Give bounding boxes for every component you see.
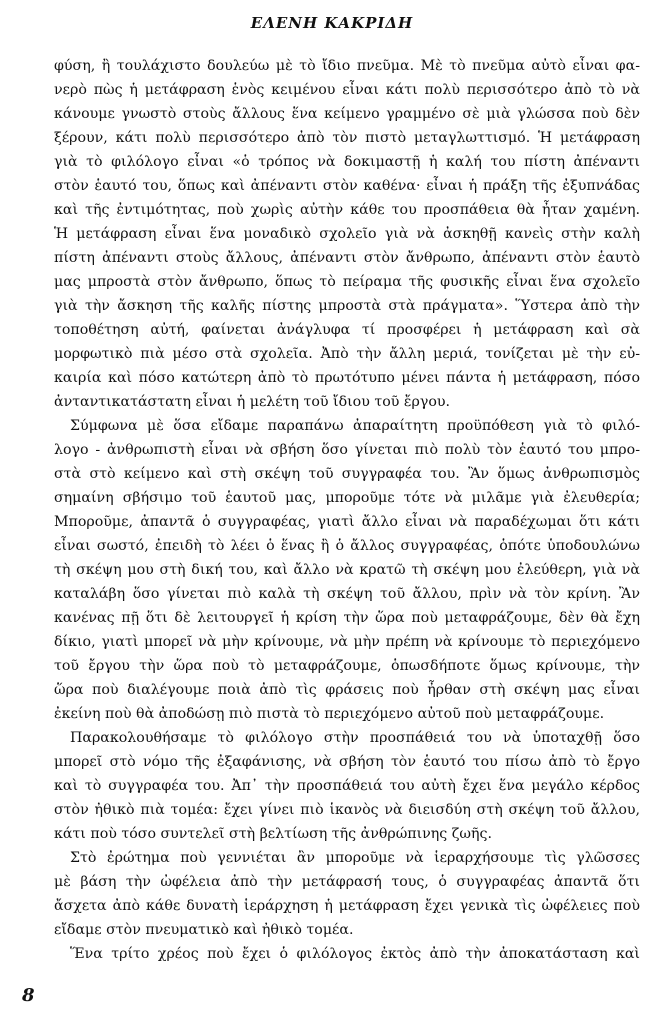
text-line: λογο - ἀνθρωπιστὴ εἶναι νὰ σβήση ὅσο γίνεται πιὸ πολὺ τὸν ἑαυτό του μπρο- — [54, 442, 640, 458]
text-line: μας μπροστὰ στὸν ἄνθρωπο, ὅπως τὸ πείραμα τῆς φυσικῆς εἶναι ἕνα σχολεῖο — [54, 274, 640, 290]
text-line: καὶ τὸ συγγραφέα του. Ἀπ᾽ τὴν προσπάθειά του αὐτὴ ἔχει ἕνα μεγάλο κέρδος — [54, 778, 640, 794]
text-line: Μποροῦμε, ἀπαντᾶ ὁ συγγραφέας, γιατὶ ἄλλο εἶναι νὰ παραδέχωμαι ὅτι κάτι — [54, 514, 640, 530]
text-line: κανένας πῇ ὅτι δὲ λειτουργεῖ ἡ κρίση τὴν ὥρα ποὺ μεταφράζουμε, δὲν θὰ ἔχη — [54, 610, 640, 626]
text-line: καὶ τῆς ἐντιμότητας, ποὺ χωρὶς αὐτὴν κάθε του προσπάθεια θὰ ἦταν χαμένη. — [54, 202, 640, 218]
text-line: Ἕνα τρίτο χρέος ποὺ ἔχει ὁ φιλόλογος ἐκτὸς ἀπὸ τὴν ἀποκατάσταση καὶ — [70, 946, 640, 962]
text-line: γιὰ τὸ φιλόλογο εἶναι «ὁ τρόπος νὰ δοκιμαστῇ ἡ καλή του πίστη ἀπέναντι — [54, 154, 640, 170]
text-line: καταλάβη ὅσο γίνεται πιὸ καλὰ τὴ σκέψη τοῦ ἄλλου, πρὶν νὰ τὸν κρίνη. Ἂν — [54, 586, 640, 602]
text-line: ὥρα ποὺ διαλέγουμε ποιὰ ἀπὸ τὶς φράσεις ποὺ ἦρθαν στὴ σκέψη μας εἶναι — [54, 682, 640, 698]
text-line: Παρακολουθήσαμε τὸ φιλόλογο στὴν προσπάθειά του νὰ ὑποταχθῇ ὅσο — [70, 730, 640, 746]
text-line: εἶναι σωστό, ἐπειδὴ τὸ λέει ὁ ἕνας ἢ ὁ ἄλλος συγγραφέας, ὁπότε ὑποδουλώνω — [54, 538, 640, 554]
text-line: τὴ σκέψη μου στὴ δική του, καὶ ἄλλο νὰ κρατῶ τὴ σκέψη μου ἐλεύθερη, γιὰ νὰ — [54, 562, 640, 578]
text-line: ξέρουν, κάτι πολὺ περισσότερο ἀπὸ τὸν πιστὸ μεταγλωττισμό. Ἡ μετάφραση — [54, 130, 640, 146]
text-line: εἴδαμε στὸν πνευματικὸ καὶ ἠθικὸ τομέα. — [54, 922, 354, 938]
text-line: ἐκείνη ποὺ θὰ ἀποδώσῃ πιὸ πιστὰ τὸ περιεχόμενο αὐτοῦ ποὺ μεταφράζουμε. — [54, 706, 605, 722]
text-line: πίστη ἀπέναντι στοὺς ἄλλους, ἀπέναντι στὸν ἄνθρωπο, ἀπέναντι στὸν ἑαυτὸ — [54, 250, 640, 266]
text-line: δίκιο, γιατὶ μπορεῖ νὰ μὴν κρίνουμε, νὰ μὴν πρέπη νὰ κρίνουμε τὸ περιεχόμενο — [54, 634, 640, 650]
text-line: μορφωτικὸ πιὰ μέσο στὰ σχολεῖα. Ἀπὸ τὴν ἄλλη μεριά, τονίζεται μὲ τὴν εὐ- — [54, 346, 640, 362]
text-line: Στὸ ἐρώτημα ποὺ γεννιέται ἂν μποροῦμε νὰ ἱεραρχήσουμε τὶς γλῶσσες — [70, 850, 640, 866]
text-line: στὰ στὸ κείμενο καὶ στὴ σκέψη τοῦ συγγραφέα του. Ἂν ὅμως ἀνθρωπισμὸς — [54, 466, 640, 482]
text-line: σημαίνη σβήσιμο τοῦ ἑαυτοῦ μας, μποροῦμε τότε νὰ μιλᾶμε γιὰ ἐλευθερία; — [54, 490, 640, 506]
page-number: 8 — [22, 985, 35, 1006]
body-text — [54, 54, 640, 966]
text-line: στὸν ἠθικὸ πιὰ τομέα: ἔχει γίνει πιὸ ἱκανὸς νὰ διεισδύη στὴ σκέψη τοῦ ἄλλου, — [54, 802, 640, 818]
text-line: φύση, ἢ τουλάχιστο δουλεύω μὲ τὸ ἴδιο πνεῦμα. Μὲ τὸ πνεῦμα αὐτὸ εἶναι φα- — [54, 58, 640, 74]
text-line: νερὸ πὼς ἡ μετάφραση ἑνὸς κειμένου εἶναι κάτι πολὺ περισσότερο ἀπὸ τὸ νὰ — [54, 82, 640, 98]
text-line: στὸν ἑαυτό του, ὅπως καὶ ἀπέναντι στὸν καθένα· εἶναι ἡ πράξη τῆς ἐξυπνάδας — [54, 178, 640, 194]
text-line: τοῦ ἔργου τὴν ὥρα ποὺ τὸ μεταφράζουμε, ὁπωσδήποτε ὅμως κρίνουμε, τὴν — [54, 658, 640, 674]
text-line: ἄσχετα ἀπὸ κάθε δυνατὴ ἱεράρχηση ἡ μετάφραση ἔχει γενικὰ τὶς ὠφέλειες ποὺ — [54, 898, 640, 914]
text-line: γιὰ τὴν ἄσκηση τῆς καλῆς πίστης μπροστὰ στὰ πράγματα». Ὕστερα ἀπὸ τὴν — [54, 298, 640, 314]
text-line: ἀνταντικατάστατη εἶναι ἡ μελέτη τοῦ ἴδιου τοῦ ἔργου. — [54, 394, 450, 410]
text-line: μπορεῖ στὸ νόμο τῆς ἐξαφάνισης, νὰ σβήση τὸν ἑαυτό του πίσω ἀπὸ τὸ ἔργο — [54, 754, 640, 770]
running-header: ΕΛΕΝΗ ΚΑΚΡΙΔΗ — [250, 14, 414, 32]
text-line: Ἡ μετάφραση εἶναι ἕνα μοναδικὸ σχολεῖο γιὰ νὰ ἀσκηθῇ κανεὶς στὴν καλὴ — [54, 226, 640, 242]
text-line: τοποθέτηση αὐτή, φαίνεται ἀνάγλυφα τί προσφέρει ἡ μετάφραση καὶ σὰ — [54, 322, 640, 338]
text-line: κάνουμε γνωστὸ στοὺς ἄλλους ἕνα κείμενο γραμμένο σὲ μιὰ γλώσσα ποὺ δὲν — [54, 106, 640, 122]
text-line: Σύμφωνα μὲ ὅσα εἴδαμε παραπάνω ἀπαραίτητη προϋπόθεση γιὰ τὸ φιλό- — [70, 418, 640, 434]
text-line: μὲ βάση τὴν ὠφέλεια ἀπὸ τὴν μετάφρασή τους, ὁ συγγραφέας ἀπαντᾶ ὅτι — [54, 874, 640, 890]
text-line: καιρία καὶ πόσο κατώτερη ἀπὸ τὸ πρωτότυπο μένει πάντα ἡ μετάφραση, πόσο — [54, 370, 640, 386]
text-line: κάτι ποὺ τόσο συντελεῖ στὴ βελτίωση τῆς ἀνθρώπινης ζωῆς. — [54, 826, 492, 842]
